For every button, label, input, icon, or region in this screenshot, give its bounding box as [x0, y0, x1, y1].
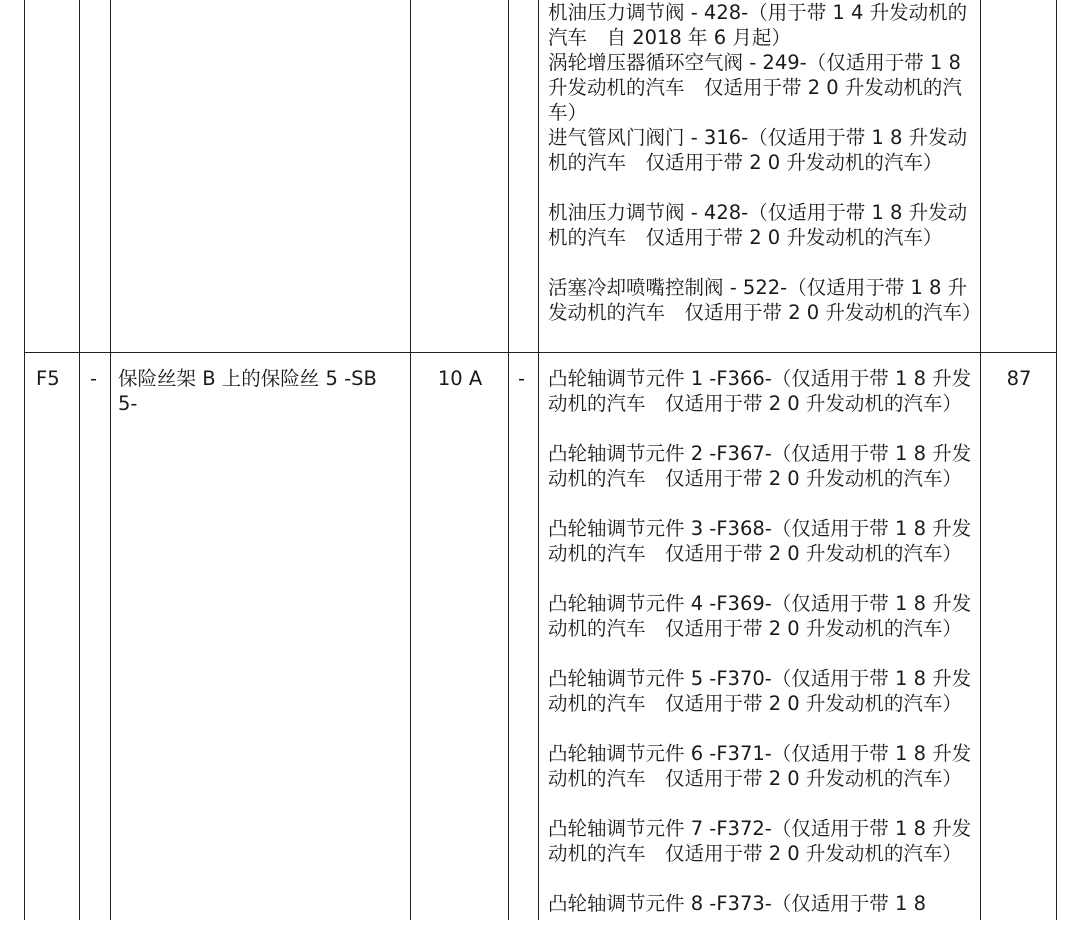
fuse-number: F5	[36, 367, 60, 390]
prev-row-component-2: 涡轮增压器循环空气阀 - 249-（仅适用于带 1 8 升发动机的汽车 仅适用于带 2 0 升发动机的汽车）	[548, 51, 968, 124]
grid-line-col3	[410, 0, 411, 920]
f5-component-8: 凸轮轴调节元件 8 -F373-（仅适用于带 1 8	[548, 892, 927, 915]
fuse-col5: -	[518, 367, 526, 390]
prev-row-component-5: 活塞冷却喷嘴控制阀 - 522-（仅适用于带 1 8 升发动机的汽车 仅适用于带 2 0 升发动机的汽车）	[548, 276, 982, 324]
f5-component-6: 凸轮轴调节元件 6 -F371-（仅适用于带 1 8 升发动机的汽车 仅适用于带 2 0 升发动机的汽车）	[548, 742, 972, 790]
f5-component-3: 凸轮轴调节元件 3 -F368-（仅适用于带 1 8 升发动机的汽车 仅适用于带 2 0 升发动机的汽车）	[548, 517, 972, 565]
f5-component-4: 凸轮轴调节元件 4 -F369-（仅适用于带 1 8 升发动机的汽车 仅适用于带 2 0 升发动机的汽车）	[548, 592, 972, 640]
f5-component-5: 凸轮轴调节元件 5 -F370-（仅适用于带 1 8 升发动机的汽车 仅适用于带 2 0 升发动机的汽车）	[548, 667, 972, 715]
grid-line-right	[1056, 0, 1057, 920]
prev-row-component-1: 机油压力调节阀 - 428-（用于带 1 4 升发动机的汽车 自 2018 年 6 月起）	[548, 1, 968, 49]
f5-component-1: 凸轮轴调节元件 1 -F366-（仅适用于带 1 8 升发动机的汽车 仅适用于带 2 0 升发动机的汽车）	[548, 367, 972, 415]
fuse-page-ref: 87	[1006, 367, 1032, 390]
grid-line-col6	[980, 0, 981, 920]
f5-component-2: 凸轮轴调节元件 2 -F367-（仅适用于带 1 8 升发动机的汽车 仅适用于带 2 0 升发动机的汽车）	[548, 442, 972, 490]
f5-component-7: 凸轮轴调节元件 7 -F372-（仅适用于带 1 8 升发动机的汽车 仅适用于带 2 0 升发动机的汽车）	[548, 817, 972, 865]
prev-row-component-3: 进气管风门阀门 - 316-（仅适用于带 1 8 升发动机的汽车 仅适用于带 2 0 升发动机的汽车）	[548, 126, 968, 174]
fuse-description: 保险丝架 B 上的保险丝 5 -SB5-	[118, 367, 377, 415]
grid-line-col1	[79, 0, 80, 920]
fuse-rating: 10 A	[437, 367, 483, 390]
row-separator	[24, 352, 1057, 353]
fuse-col2: -	[90, 367, 98, 390]
grid-line-col4	[508, 0, 509, 920]
grid-line-col2	[110, 0, 111, 920]
prev-row-component-4: 机油压力调节阀 - 428-（仅适用于带 1 8 升发动机的汽车 仅适用于带 2 0 升发动机的汽车）	[548, 201, 968, 249]
grid-line-col5	[538, 0, 539, 920]
grid-line-left	[24, 0, 25, 920]
